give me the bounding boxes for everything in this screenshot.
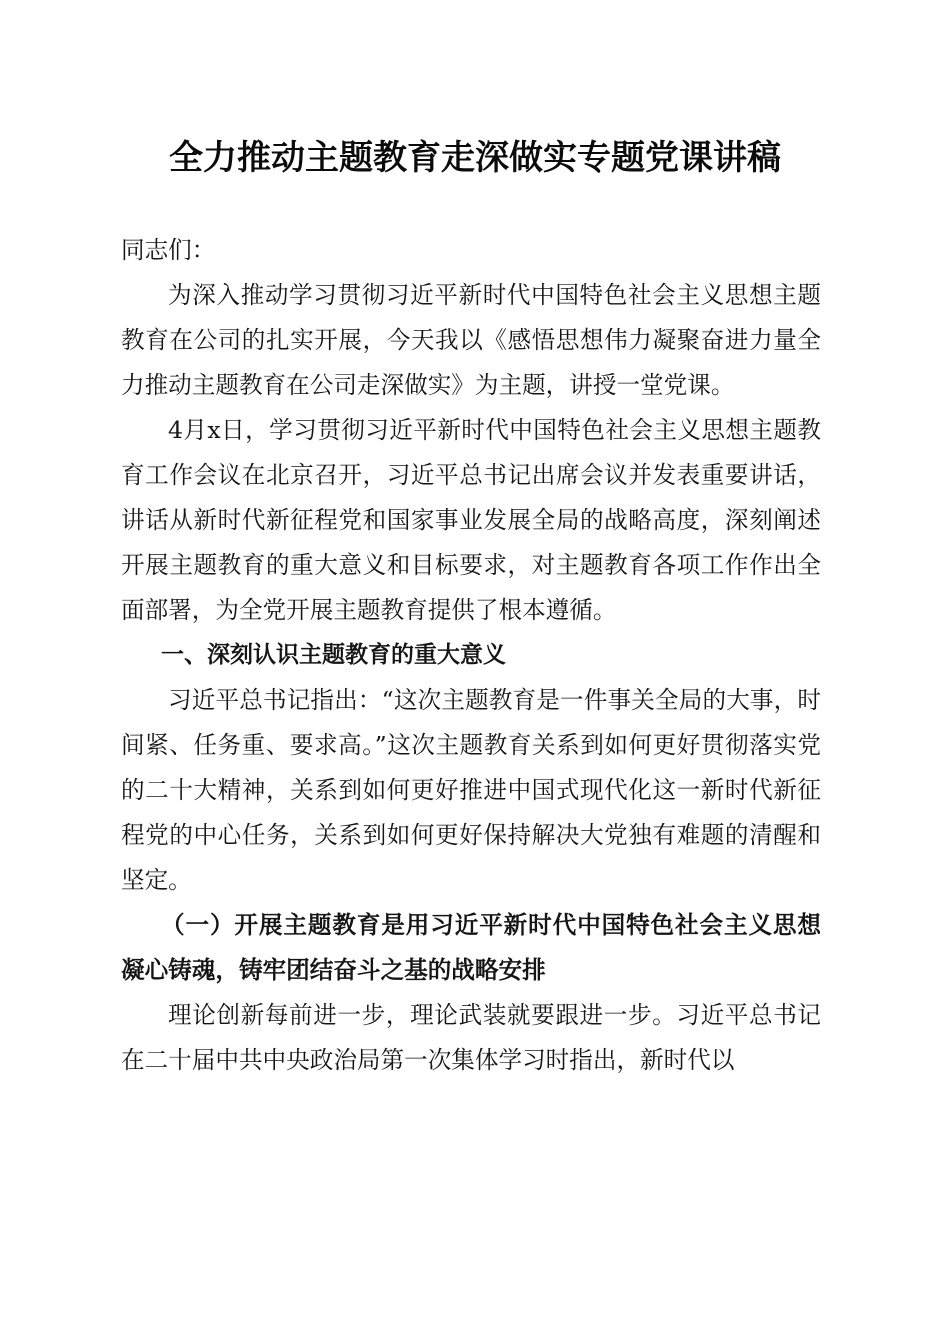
- subsection-paragraph: 理论创新每前进一步，理论武装就要跟进一步。习近平总书记在二十届中共中央政治局第一次集体学习时指出，新时代以: [121, 1001, 821, 1074]
- paragraph-intro: 为深入推动学习贯彻习近平新时代中国特色社会主义思想主题教育在公司的扎实开展，今天我以《感悟思想伟力凝聚奋进力量全力推动主题教育在公司走深做实》为主题，讲授一堂党课。: [121, 281, 821, 399]
- paragraph-meeting: 4月x日，学习贯彻习近平新时代中国特色社会主义思想主题教育工作会议在北京召开，习近平总书记出席会议并发表重要讲话，讲话从新时代新征程党和国家事业发展全局的战略高度，深刻阐述开展主题教育的重大意义和目标要求，对主题教育各项工作作出全面部署，为全党开展主题教育提供了根本遵循。: [121, 416, 821, 624]
- document-title: 全力推动主题教育走深做实专题党课讲稿: [169, 138, 781, 178]
- section-paragraph: 习近平总书记指出：“这次主题教育是一件事关全局的大事，时间紧、任务重、要求高。”这次主题教育关系到如何更好贯彻落实党的二十大精神，关系到如何更好推进中国式现代化这一新时代新征程党的中心任务，关系到如何更好保持解决大党独有难题的清醒和坚定。: [121, 686, 821, 894]
- subsection-heading: （一）开展主题教育是用习近平新时代中国特色社会主义思想凝心铸魂，铸牢团结奋斗之基的战略安排: [121, 911, 821, 984]
- document-body: [121, 228, 821, 1083]
- greeting: 同志们：: [121, 236, 216, 264]
- section-heading: 一、深刻认识主题教育的重大意义: [161, 642, 506, 668]
